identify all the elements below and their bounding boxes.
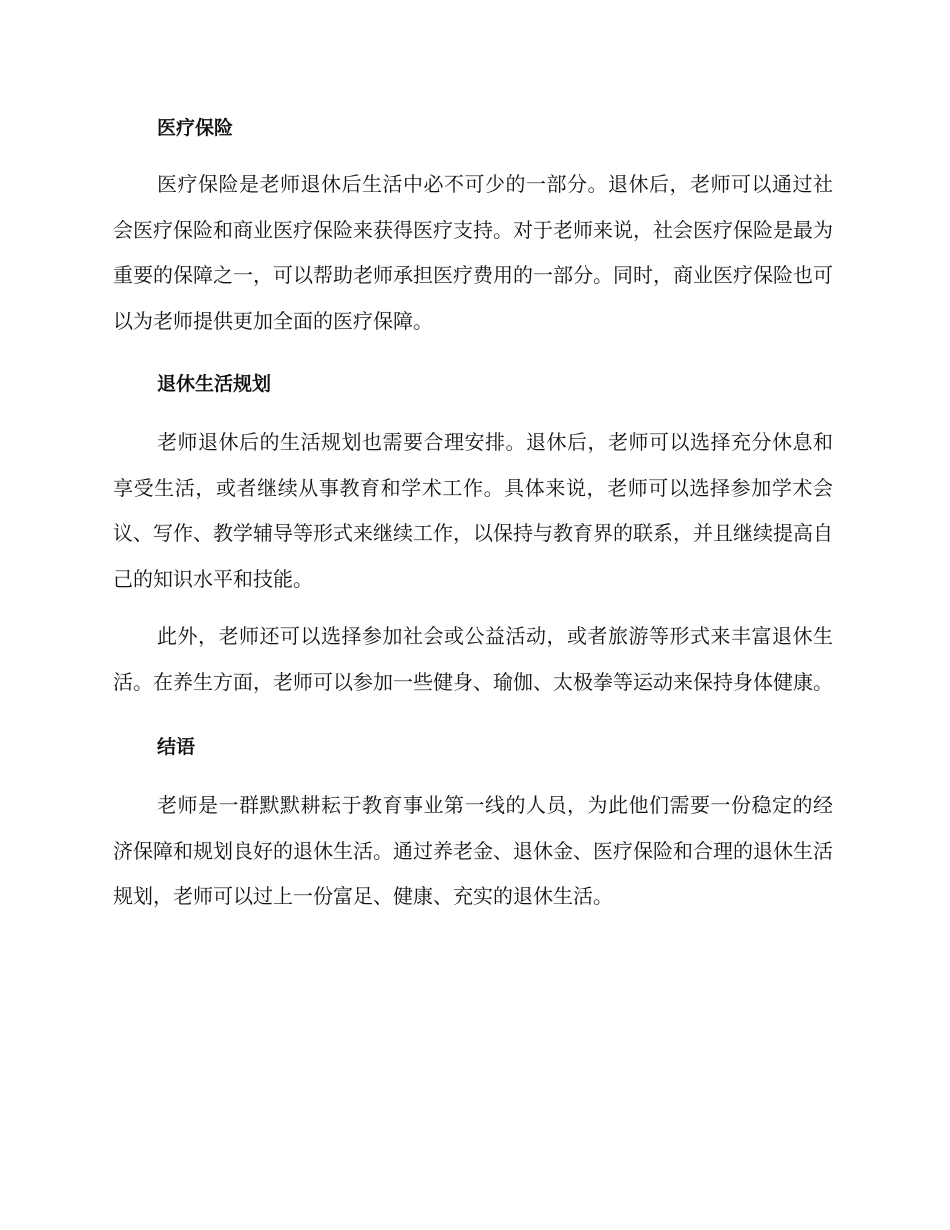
section-heading-medical-insurance: 医疗保险 (157, 117, 234, 139)
paragraph-medical-insurance: 医疗保险是老师退休后生活中必不可少的一部分。退休后，老师可以通过社会医疗保险和商业医疗保险来获得医疗支持。对于老师来说，社会医疗保险是最为重要的保障之一，可以帮助老师承担医疗费用的一部分。同时，商业医疗保险也可以为老师提供更加全面的医疗保障。 (113, 172, 833, 333)
paragraph-retirement-planning-1: 老师退休后的生活规划也需要合理安排。退休后，老师可以选择充分休息和享受生活，或者继续从事教育和学术工作。具体来说，老师可以选择参加学术会议、写作、教学辅导等形式来继续工作，以保持与教育界的联系，并且继续提高自己的知识水平和技能。 (113, 430, 833, 591)
document-page (113, 112, 833, 920)
section-heading-retirement-planning: 退休生活规划 (157, 373, 272, 395)
section-heading-conclusion: 结语 (157, 736, 196, 758)
paragraph-conclusion: 老师是一群默默耕耘于教育事业第一线的人员，为此他们需要一份稳定的经济保障和规划良好的退休生活。通过养老金、退休金、医疗保险和合理的退休生活规划，老师可以过上一份富足、健康、充实的退休生活。 (113, 793, 833, 908)
paragraph-retirement-planning-2: 此外，老师还可以选择参加社会或公益活动，或者旅游等形式来丰富退休生活。在养生方面，老师可以参加一些健身、瑜伽、太极拳等运动来保持身体健康。 (113, 624, 833, 694)
